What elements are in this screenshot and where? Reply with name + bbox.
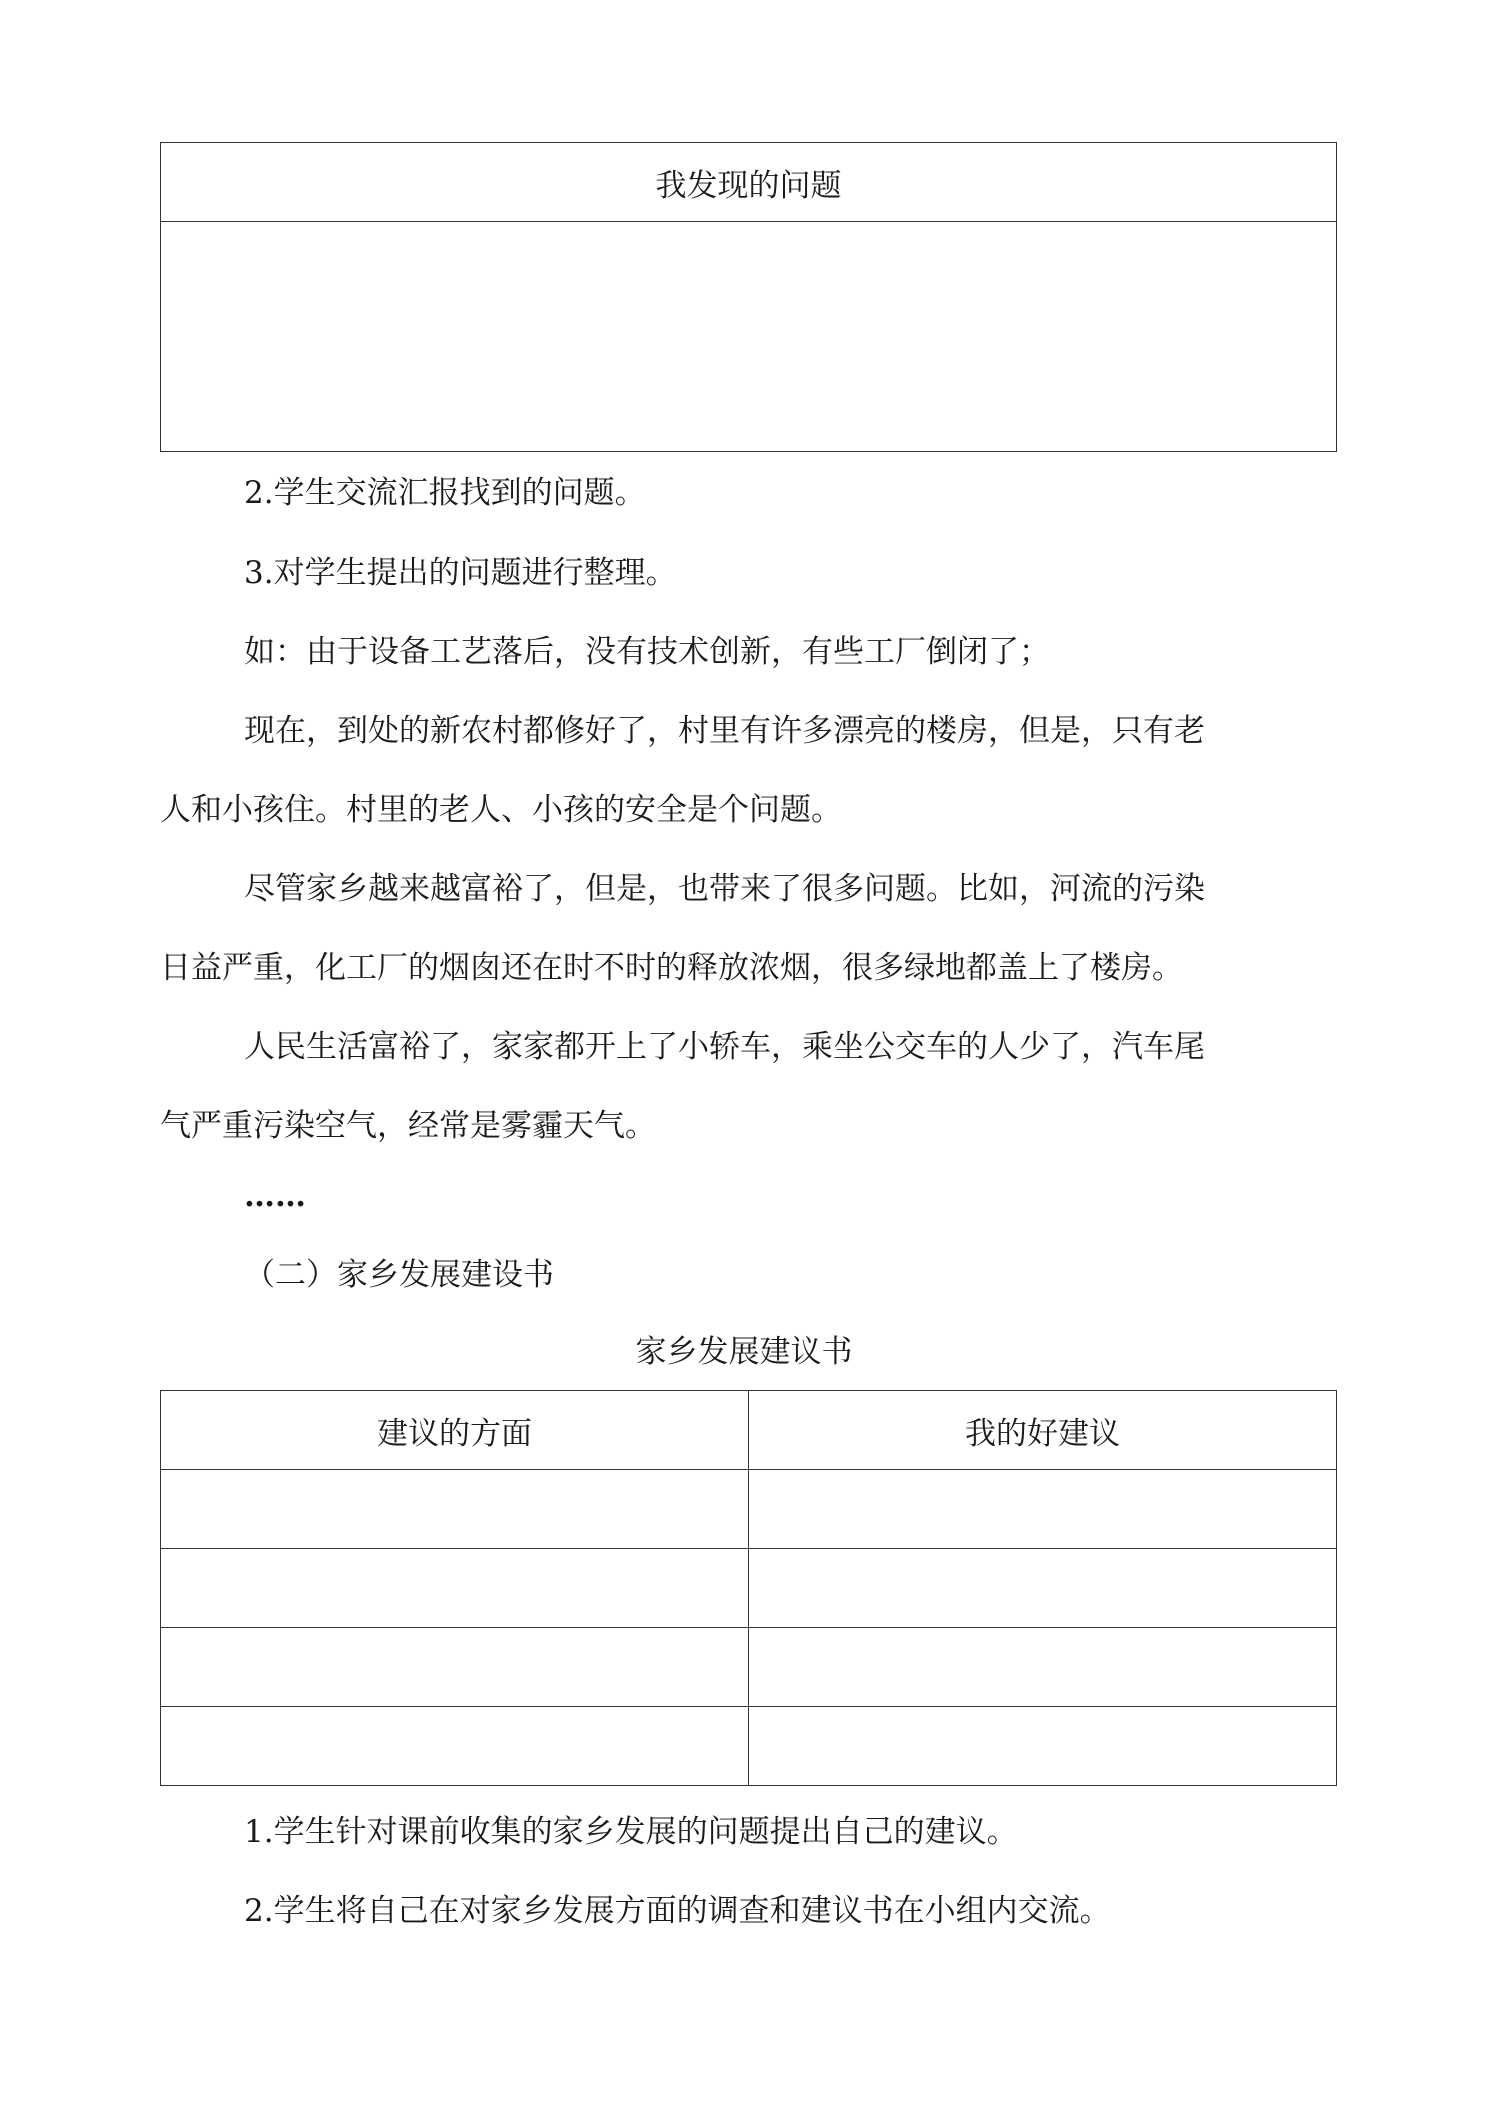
suggestion-table (160, 1390, 1337, 1786)
column-header-suggestion: 我的好建议 (749, 1391, 1337, 1470)
table-cell (749, 1707, 1337, 1786)
paragraph-example: 如：由于设备工艺落后，没有技术创新，有些工厂倒闭了； (244, 634, 1050, 670)
paragraph-village-line2: 人和小孩住。村里的老人、小孩的安全是个问题。 (160, 792, 842, 828)
section2-heading: （二）家乡发展建设书 (244, 1257, 554, 1293)
paragraph-rich-line1: 尽管家乡越来越富裕了，但是，也带来了很多问题。比如，河流的污染 (244, 871, 1205, 907)
table-row (161, 1470, 1337, 1549)
paragraph-village-line1: 现在，到处的新农村都修好了，村里有许多漂亮的楼房，但是，只有老 (244, 713, 1205, 749)
table-cell (749, 1549, 1337, 1628)
paragraph-rich-line2: 日益严重，化工厂的烟囱还在时不时的释放浓烟，很多绿地都盖上了楼房。 (160, 950, 1183, 986)
paragraph-3: 3.对学生提出的问题进行整理。 (244, 555, 677, 591)
paragraph-cars-line1: 人民生活富裕了，家家都开上了小轿车，乘坐公交车的人少了，汽车尾 (244, 1029, 1205, 1065)
table-cell (161, 1707, 749, 1786)
table-cell (161, 1549, 749, 1628)
paragraph-cars-line2: 气严重污染空气，经常是雾霾天气。 (160, 1108, 656, 1144)
table-row (161, 1707, 1337, 1786)
problem-table (160, 142, 1337, 452)
closing-paragraph-2: 2.学生将自己在对家乡发展方面的调查和建议书在小组内交流。 (244, 1893, 1111, 1929)
table-cell (749, 1470, 1337, 1549)
table-row (161, 1549, 1337, 1628)
problem-table-body (161, 222, 1337, 452)
problem-table-header: 我发现的问题 (161, 143, 1337, 222)
table-cell (161, 1470, 749, 1549)
paragraph-2: 2.学生交流汇报找到的问题。 (244, 475, 646, 511)
table-cell (749, 1628, 1337, 1707)
table-cell (161, 1628, 749, 1707)
closing-paragraph-1: 1.学生针对课前收集的家乡发展的问题提出自己的建议。 (244, 1814, 1018, 1850)
ellipsis: …… (244, 1178, 306, 1214)
suggestion-table-title: 家乡发展建议书 (635, 1334, 853, 1370)
column-header-aspect: 建议的方面 (161, 1391, 749, 1470)
table-row (161, 1628, 1337, 1707)
